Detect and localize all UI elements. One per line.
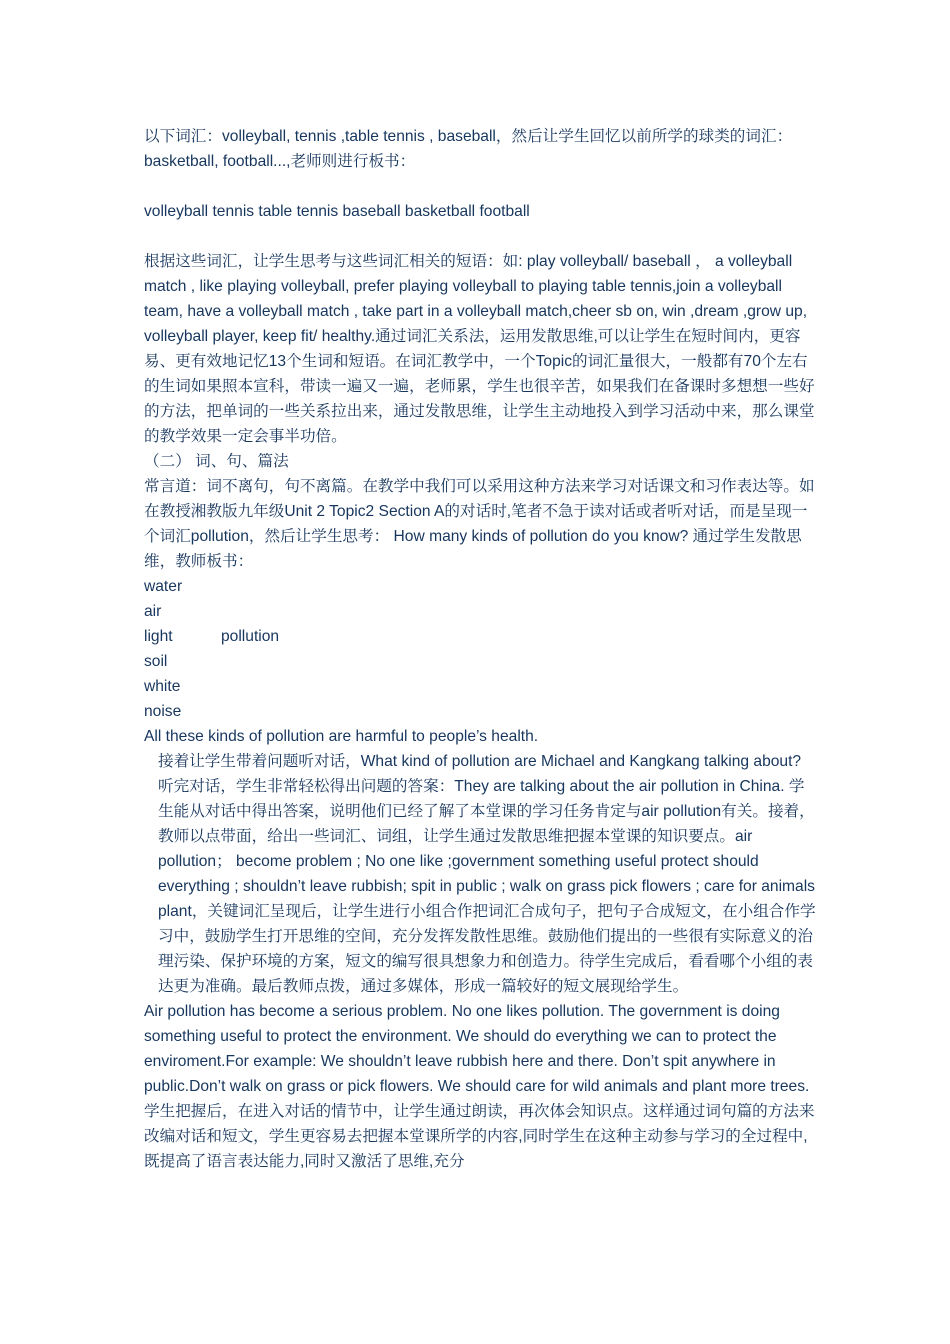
word-noise: noise xyxy=(144,703,182,720)
list-item xyxy=(144,649,816,674)
board-vocabulary-line: volleyball tennis table tennis baseball basketball football xyxy=(144,203,530,220)
blank-line xyxy=(144,174,816,199)
word-white: white xyxy=(144,678,181,695)
word-light: light xyxy=(144,628,173,645)
phrases-paragraph: 根据这些词汇，让学生思考与这些词汇相关的短语：如: play volleyball/ baseball ， a volleyball match , like playing volleyball, prefer playing volleyball to playing table tennis,join a volleyball team, have a volleyball match , take part in a volleyball match,cheer sb on, win ,dream ,grow up, volleyball player, keep fit/ healthy.通过词汇关系法，运用发散思维,可以让学生在短时间内，更容易、更有效地记忆13个生词和短语。在词汇教学中，一个Topic的词汇量很大，一般都有70个左右的生词如果照本宣科，带读一遍又一遍，老师累，学生也很辛苦，如果我们在备课时多想想一些好的方法，把单词的一些关系拉出来，通过发散思维，让学生主动地投入到学习活动中来，那么课堂的教学效果一定会事半功倍。 xyxy=(144,253,815,445)
list-item xyxy=(144,599,816,624)
harmful-sentence: All these kinds of pollution are harmful to people’s health. xyxy=(144,728,539,745)
list-item xyxy=(144,624,816,649)
blank-line xyxy=(144,224,816,249)
document-body xyxy=(144,124,816,1174)
essay-paragraph: Air pollution has become a serious problem. No one likes pollution. The government is doing something useful to protect the environment. We should do everything we can to protect the enviroment.For example: We shouldn’t leave rubbish here and there. Don’t spit anywhere in public.Don’t walk on grass or pick flowers. We should care for wild animals and plant more trees.学生把握后，在进入对话的情节中，让学生通过朗读，再次体会知识点。这样通过词句篇的方法来改编对话和短文，学生更容易去把握本堂课所学的内容,同时学生在这种主动参与学习的全过程中,既提高了语言表达能力,同时又激活了思维,充分 xyxy=(144,1003,815,1170)
saying-paragraph: 常言道：词不离句，句不离篇。在教学中我们可以采用这种方法来学习对话课文和习作表达等。如在教授湘教版九年级Unit 2 Topic2 Section A的对话时,笔者不急于读对话或者听对话，而是呈现一个词汇pollution，然后让学生思考： How many kinds of pollution do you know? 通过学生发散思维，教师板书： xyxy=(144,478,815,570)
word-water: water xyxy=(144,578,183,595)
word-air: air xyxy=(144,603,162,620)
intro-paragraph: 以下词汇：volleyball, tennis ,table tennis , baseball，然后让学生回忆以前所学的球类的词汇：basketball, football...,老师则进行板书： xyxy=(144,128,793,170)
list-item xyxy=(144,574,816,599)
list-item xyxy=(144,699,816,724)
list-item xyxy=(144,674,816,699)
word-soil: soil xyxy=(144,653,168,670)
word-pollution-center: pollution xyxy=(221,628,280,645)
section-heading: （二） 词、句、篇法 xyxy=(144,453,289,470)
pollution-word-list xyxy=(144,574,816,724)
dialog-paragraph: 接着让学生带着问题听对话，What kind of pollution are Michael and Kangkang talking about? 听完对话，学生非常轻松得出问题的答案：They are talking about the air pollution in China. 学生能从对话中得出答案，说明他们已经了解了本堂课的学习任务肯定与air pollution有关。接着，教师以点带面，给出一些词汇、词组，让学生通过发散思维把握本堂课的知识要点。air pollution； become problem ; No one like ;government something useful protect should everything ; shouldn’t leave rubbish; spit in public ; walk on grass pick flowers ; care for animals plant，关键词汇呈现后，让学生进行小组合作把词汇合成句子，把句子合成短文，在小组合作学习中，鼓励学生打开思维的空间，充分发挥发散性思维。鼓励他们提出的一些很有实际意义的治理污染、保护环境的方案，短文的编写很具想象力和创造力。待学生完成后，看看哪个小组的表达更为准确。最后教师点拨，通过多媒体，形成一篇较好的短文展现给学生。 xyxy=(158,753,816,995)
